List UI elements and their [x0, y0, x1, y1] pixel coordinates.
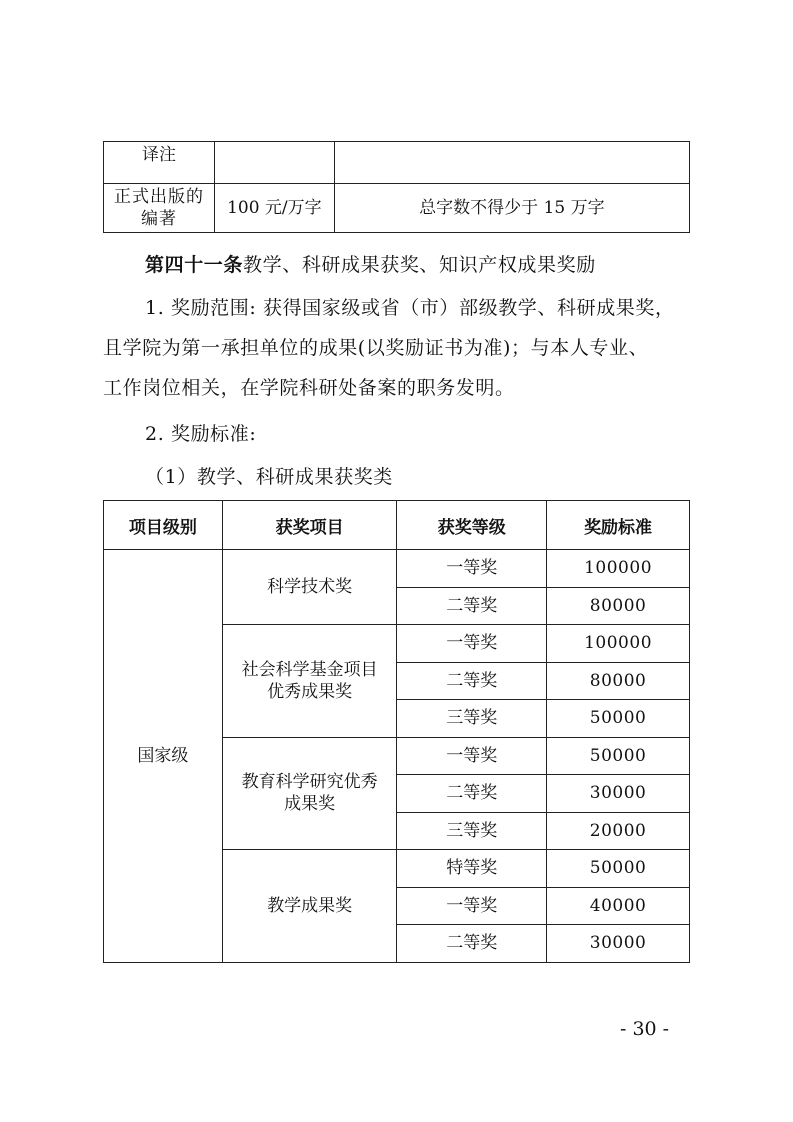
- table-row: [104, 184, 690, 233]
- amount-cell: 20000: [547, 812, 690, 850]
- grade-cell: 一等奖: [397, 887, 547, 925]
- grade-cell: 特等奖: [397, 850, 547, 888]
- header-project: 获奖项目: [222, 501, 397, 550]
- amount-cell: 30000: [547, 775, 690, 813]
- grade-cell: 一等奖: [397, 737, 547, 775]
- header-amount: 奖励标准: [547, 501, 690, 550]
- type-label: 译注: [141, 145, 176, 165]
- grade-cell: 一等奖: [397, 625, 547, 663]
- amount-cell: 50000: [547, 700, 690, 738]
- grade-cell: 二等奖: [397, 775, 547, 813]
- grade-cell: 二等奖: [397, 925, 547, 963]
- project-cell: 科学技术奖: [222, 550, 397, 625]
- award-table: [103, 500, 690, 963]
- amount-cell: 50000: [547, 737, 690, 775]
- project-cell: [222, 625, 397, 738]
- project-cell: [222, 737, 397, 850]
- type-cell: [104, 184, 215, 233]
- grade-cell: 三等奖: [397, 812, 547, 850]
- header-grade: 获奖等级: [397, 501, 547, 550]
- grade-cell: 二等奖: [397, 587, 547, 625]
- amount-cell: 30000: [547, 925, 690, 963]
- table-header-row: [104, 501, 690, 550]
- amount-cell: 100000: [547, 625, 690, 663]
- project-label-line1: 教育科学研究优秀: [241, 772, 378, 793]
- publication-table: [103, 141, 690, 233]
- award-scope-line3: 工作岗位相关，在学院科研处备案的职务发明。: [103, 377, 515, 399]
- type-cell: [104, 142, 215, 184]
- project-label-line1: 社会科学基金项目: [241, 659, 378, 680]
- page-number: - 30 -: [620, 1018, 670, 1040]
- note-cell: [334, 142, 689, 184]
- grade-cell: 一等奖: [397, 550, 547, 588]
- award-scope-line2: 且学院为第一承担单位的成果(以奖励证书为准)；与本人专业、: [103, 337, 649, 359]
- article-heading: [145, 253, 596, 277]
- project-label-line2: 成果奖: [284, 794, 336, 815]
- header-level: 项目级别: [104, 501, 223, 550]
- level-cell: 国家级: [104, 550, 223, 963]
- amount-cell: 50000: [547, 850, 690, 888]
- amount-cell: 40000: [547, 887, 690, 925]
- article-number: 第四十一条: [145, 254, 244, 276]
- amount-cell: 80000: [547, 587, 690, 625]
- standard-cell: [214, 142, 334, 184]
- award-category-heading: （1）教学、科研成果获奖类: [145, 466, 393, 488]
- amount-cell: 80000: [547, 662, 690, 700]
- grade-cell: 三等奖: [397, 700, 547, 738]
- project-cell: 教学成果奖: [222, 850, 397, 963]
- article-title: 教学、科研成果获奖、知识产权成果奖励: [243, 254, 596, 276]
- table-row: [104, 550, 690, 588]
- project-label-line2: 优秀成果奖: [267, 681, 353, 702]
- type-label: 正式出版的编著: [113, 187, 204, 229]
- grade-cell: 二等奖: [397, 662, 547, 700]
- award-scope-line1: 1. 奖励范围: 获得国家级或省（市）部级教学、科研成果奖，: [145, 297, 675, 319]
- note-cell: 总字数不得少于 15 万字: [334, 184, 689, 233]
- standard-cell: 100 元/万字: [214, 184, 334, 233]
- amount-cell: 100000: [547, 550, 690, 588]
- table-row: [104, 142, 690, 184]
- award-standard-heading: 2. 奖励标准:: [145, 423, 257, 445]
